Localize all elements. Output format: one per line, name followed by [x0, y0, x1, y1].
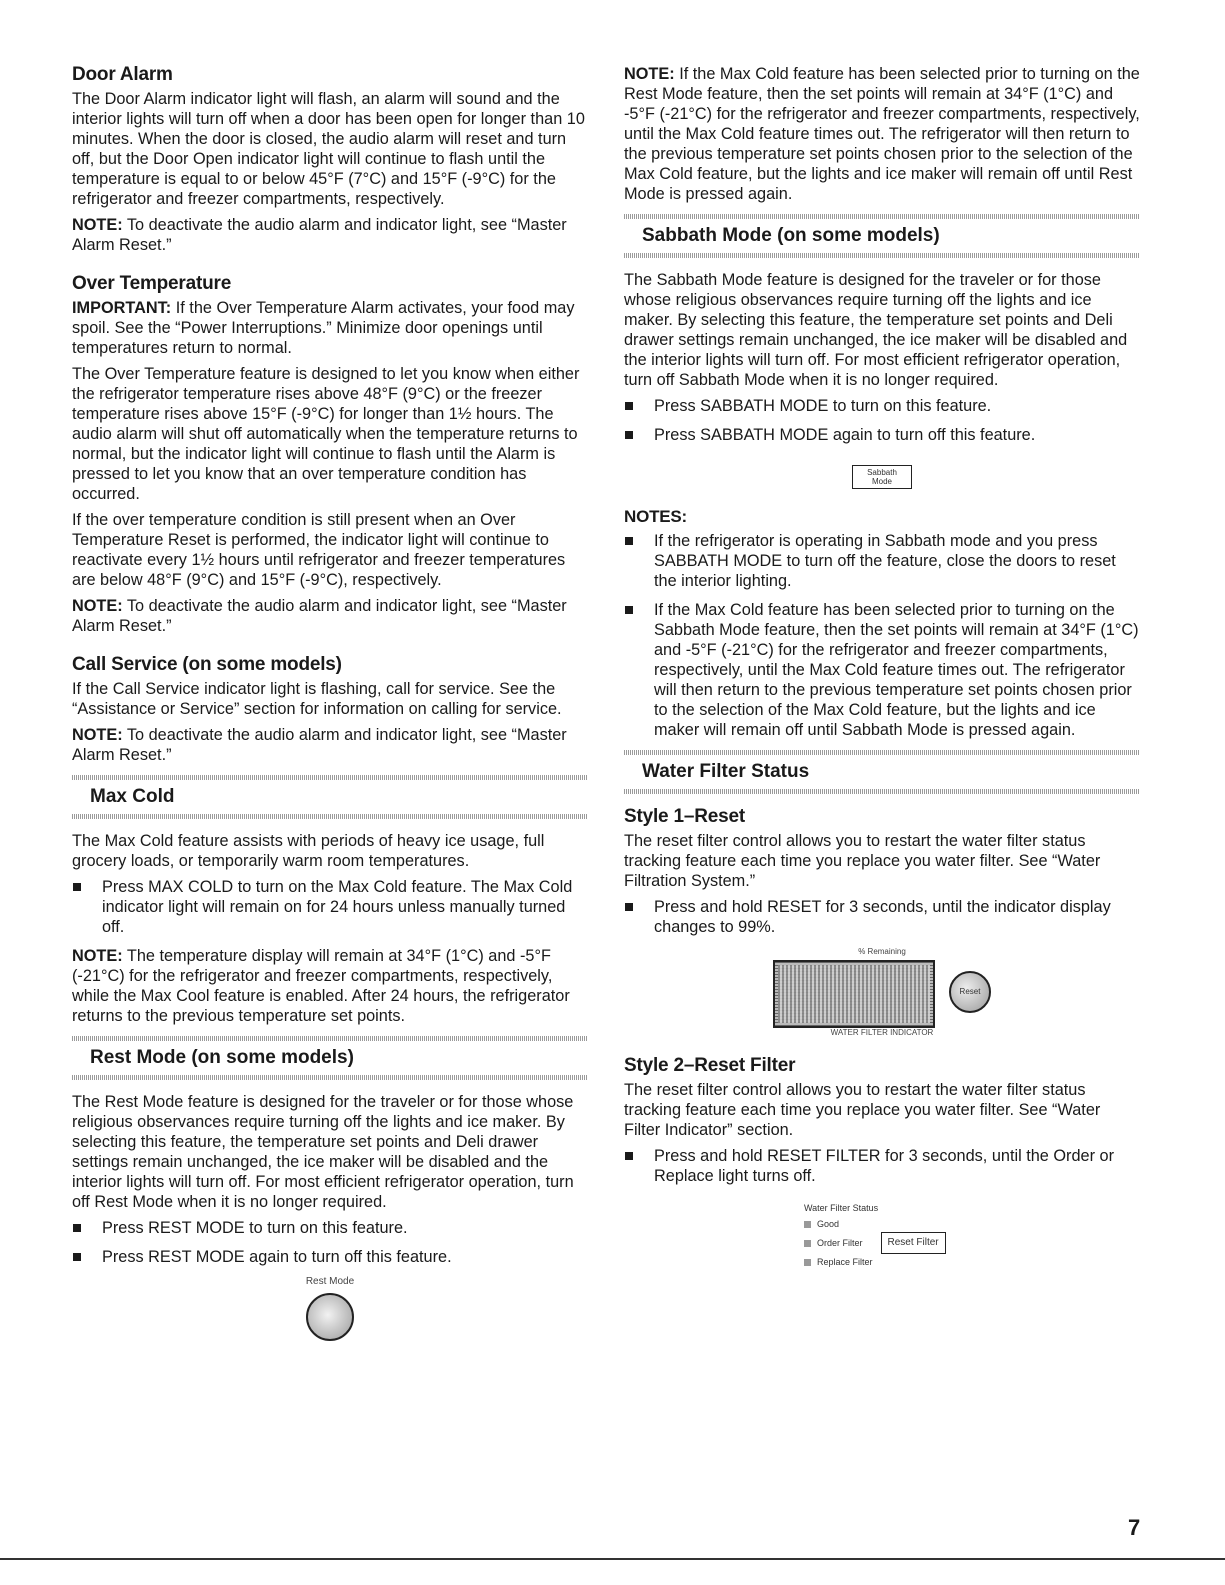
bullet-text: Press and hold RESET FILTER for 3 seconds, until the Order or Replace light turns off.	[654, 1147, 1115, 1185]
max-cold-heading: Max Cold	[90, 786, 175, 807]
bullet-text: Press and hold RESET for 3 seconds, until the indicator display changes to 99%.	[654, 898, 1111, 936]
note-text: To deactivate the audio alarm and indicator light, see “Master Alarm Reset.”	[72, 726, 567, 764]
hatch-divider	[72, 1075, 588, 1080]
door-alarm-note	[72, 215, 588, 255]
note-label: NOTE:	[72, 947, 123, 965]
list-item	[72, 1218, 588, 1238]
bullet-text: If the refrigerator is operating in Sabbath mode and you press SABBATH MODE to turn off the feature, close the doors to reset the interior lighting.	[654, 532, 1116, 590]
bullet-icon	[73, 883, 81, 891]
door-alarm-section	[72, 64, 588, 255]
list-item	[624, 425, 1140, 445]
bullet-icon	[625, 537, 633, 545]
note-label: NOTE:	[72, 216, 123, 234]
status-replace-row	[804, 1254, 1140, 1270]
door-alarm-text: The Door Alarm indicator light will flash, an alarm will sound and the interior lights will turn off when a door has been open for longer than 10 minutes. When the door is closed, the audio alarm will reset and turn off, but the Door Open indicator light will continue to flash until the temperature is equal to or below 45°F (7°C) and 15°F (-9°C) for the refrigerator and freezer compartments, respectively.	[72, 90, 585, 208]
style1-heading: Style 1–Reset	[624, 806, 745, 827]
rest-mode-button-icon	[306, 1293, 354, 1341]
rest-mode-header-bar	[72, 1036, 588, 1080]
reset-filter-figure	[804, 1200, 1140, 1270]
bullet-icon	[625, 402, 633, 410]
note-text: If the Max Cold feature has been selected prior to turning on the Rest Mode feature, then the set points will remain at 34°F (1°C) and -5°F (-21°C) for the refrigerator and freezer compartments, respectively, until the Max Cold feature times out. The refrigerator will then return to the previous temperature set points chosen prior to the selection of the Max Cold feature, but the lights and ice maker will remain off until Rest Mode is pressed again.	[624, 65, 1140, 203]
over-temperature-important	[72, 298, 588, 358]
over-temperature-note	[72, 596, 588, 636]
hatch-divider	[624, 789, 1140, 794]
sabbath-mode-button-icon	[852, 465, 912, 489]
bullet-text: Press MAX COLD to turn on the Max Cold feature. The Max Cold indicator light will remain on for 24 hours unless manually turned off.	[102, 878, 573, 936]
sabbath-header-bar	[624, 214, 1140, 258]
note-text: To deactivate the audio alarm and indicator light, see “Master Alarm Reset.”	[72, 216, 567, 254]
water-filter-status-label: Water Filter Status	[804, 1203, 879, 1213]
sabbath-text: The Sabbath Mode feature is designed for the traveler or for those whose religious observances require turning off the lights and ice maker. By selecting this feature, the temperature set points and Deli drawer settings remain unchanged, the ice maker will be disabled and the interior lights will turn off. For most efficient refrigerator operation, turn off Sabbath Mode when it is no longer required.	[624, 271, 1128, 389]
display-segments	[778, 965, 930, 1023]
bullet-icon	[625, 903, 633, 911]
door-alarm-heading: Door Alarm	[72, 64, 173, 85]
bullet-icon	[73, 1224, 81, 1232]
sabbath-figure	[624, 455, 1140, 489]
rest-mode-heading: Rest Mode (on some models)	[90, 1047, 354, 1068]
important-text: If the Over Temperature Alarm activates, your food may spoil. See the “Power Interruptions.” Minimize door openings until temperatures return to normal.	[72, 299, 575, 357]
max-cold-text: The Max Cold feature assists with periods of heavy ice usage, full grocery loads, or temporarily warm room temperatures.	[72, 832, 545, 870]
bottom-rule	[0, 1558, 1225, 1560]
rest-mode-section	[72, 1092, 588, 1341]
list-item	[72, 877, 588, 937]
left-column	[72, 64, 588, 1341]
call-service-heading: Call Service (on some models)	[72, 654, 342, 675]
style1-bullets	[624, 897, 1140, 937]
list-item	[72, 1247, 588, 1267]
note-text: The temperature display will remain at 34°F (1°C) and -5°F (-21°C) for the refrigerator and freezer compartments, respectively, while the Max Cool feature is enabled. After 24 hours, the refrigerator returns to the previous temperature set points.	[72, 947, 570, 1025]
max-cold-header-bar	[72, 775, 588, 819]
max-cold-bullets	[72, 877, 588, 937]
over-temperature-text-2: If the over temperature condition is still present when an Over Temperature Reset is performed, the indicator light will continue to reactivate every 1½ hours until refrigerator and freezer temperatures are below 48°F (9°C) and 15°F (-9°C), respectively.	[72, 511, 566, 589]
style2-text: The reset filter control allows you to restart the water filter status tracking feature each time you replace you water filter. See “Water Filter Indicator” section.	[624, 1081, 1101, 1139]
bullet-text: Press REST MODE again to turn off this feature.	[102, 1248, 452, 1266]
list-item	[624, 1146, 1140, 1186]
water-filter-section	[624, 806, 1140, 1270]
bullet-text: If the Max Cold feature has been selected prior to turning on the Sabbath Mode feature, then the set points will remain at 34°F (1°C) and -5°F (-21°C) for the refrigerator and freezer compartments, respectively, until the Max Cold feature times out. The refrigerator will then return to the previous temperature set points chosen prior to the selection of the Max Cold feature, but the lights and ice maker will remain off until Sabbath Mode is pressed again.	[654, 601, 1139, 739]
sabbath-button-line1: Sabbath	[867, 468, 897, 477]
bullet-icon	[625, 606, 633, 614]
page-number: 7	[1128, 1515, 1141, 1540]
rest-mode-maxcold-note	[624, 64, 1140, 204]
bullet-text: Press SABBATH MODE to turn on this feature.	[654, 397, 992, 415]
hatch-divider	[624, 253, 1140, 258]
max-cold-note	[72, 946, 588, 1026]
style1-text: The reset filter control allows you to restart the water filter status tracking feature each time you replace you water filter. See “Water Filtration System.”	[624, 832, 1101, 890]
status-order-label: Order Filter	[817, 1238, 863, 1248]
reset-button-icon: Reset	[949, 971, 991, 1013]
notes-heading: NOTES:	[624, 507, 688, 526]
style2-heading: Style 2–Reset Filter	[624, 1055, 796, 1076]
bullet-icon	[625, 1152, 633, 1160]
rest-mode-bullets	[72, 1218, 588, 1267]
sabbath-section	[624, 270, 1140, 740]
important-label: IMPORTANT:	[72, 299, 172, 317]
bullet-icon	[625, 431, 633, 439]
water-filter-header-bar	[624, 750, 1140, 794]
list-item	[624, 600, 1140, 740]
filter-indicator-display	[773, 960, 935, 1028]
over-temperature-text-1: The Over Temperature feature is designed to let you know when either the refrigerator temperature rises above 48°F (9°C) or the freezer temperature rises above 15°F (-9°C) for longer than 1½ hours. The audio alarm will shut off automatically when the temperature returns to normal, but the indicator light will continue to flash until the Alarm is pressed to let you know that an over temperature condition has occurred.	[72, 365, 580, 503]
sabbath-bullets	[624, 396, 1140, 445]
status-replace-label: Replace Filter	[817, 1257, 873, 1267]
indicator-light-icon	[804, 1221, 811, 1228]
list-item	[624, 531, 1140, 591]
right-column	[624, 64, 1140, 1270]
indicator-light-icon	[804, 1259, 811, 1266]
list-item	[624, 396, 1140, 416]
note-label: NOTE:	[72, 726, 123, 744]
bullet-text: Press SABBATH MODE again to turn off this feature.	[654, 426, 1036, 444]
status-order-row	[804, 1232, 1140, 1254]
reset-filter-button-icon: Reset Filter	[881, 1232, 946, 1254]
list-item	[624, 897, 1140, 937]
note-text: To deactivate the audio alarm and indicator light, see “Master Alarm Reset.”	[72, 597, 567, 635]
sabbath-button-line2: Mode	[871, 477, 892, 486]
over-temperature-heading: Over Temperature	[72, 273, 232, 294]
call-service-note	[72, 725, 588, 765]
water-filter-heading: Water Filter Status	[642, 761, 810, 782]
call-service-text: If the Call Service indicator light is flashing, call for service. See the “Assistance or Service” section for information on calling for service.	[72, 680, 562, 718]
indicator-light-icon	[804, 1240, 811, 1247]
indicator-panel-row	[752, 956, 1012, 1028]
water-filter-indicator-figure	[624, 947, 1140, 1037]
sabbath-notes-list	[624, 531, 1140, 740]
water-filter-indicator-caption: WATER FILTER INDICATOR	[830, 1028, 934, 1037]
over-temperature-section	[72, 273, 588, 636]
max-cold-section	[72, 831, 588, 1026]
bullet-icon	[73, 1253, 81, 1261]
rest-mode-figure-label: Rest Mode	[305, 1276, 355, 1287]
status-good-label: Good	[817, 1219, 840, 1229]
rest-mode-figure	[72, 1276, 588, 1341]
call-service-section	[72, 654, 588, 765]
percent-remaining-label: % Remaining	[858, 947, 906, 956]
status-good-row	[804, 1216, 1140, 1232]
style2-bullets	[624, 1146, 1140, 1186]
rest-mode-text: The Rest Mode feature is designed for the traveler or for those whose religious observances require turning off the lights and ice maker. By selecting this feature, the temperature set points and Deli drawer settings remain unchanged, the ice maker will be disabled and the interior lights will turn off. For most efficient refrigerator operation, turn off Rest Mode when it is no longer required.	[72, 1093, 574, 1211]
hatch-divider	[72, 814, 588, 819]
bullet-text: Press REST MODE to turn on this feature.	[102, 1219, 408, 1237]
note-label: NOTE:	[72, 597, 123, 615]
sabbath-heading: Sabbath Mode (on some models)	[642, 225, 940, 246]
note-label: NOTE:	[624, 65, 675, 83]
